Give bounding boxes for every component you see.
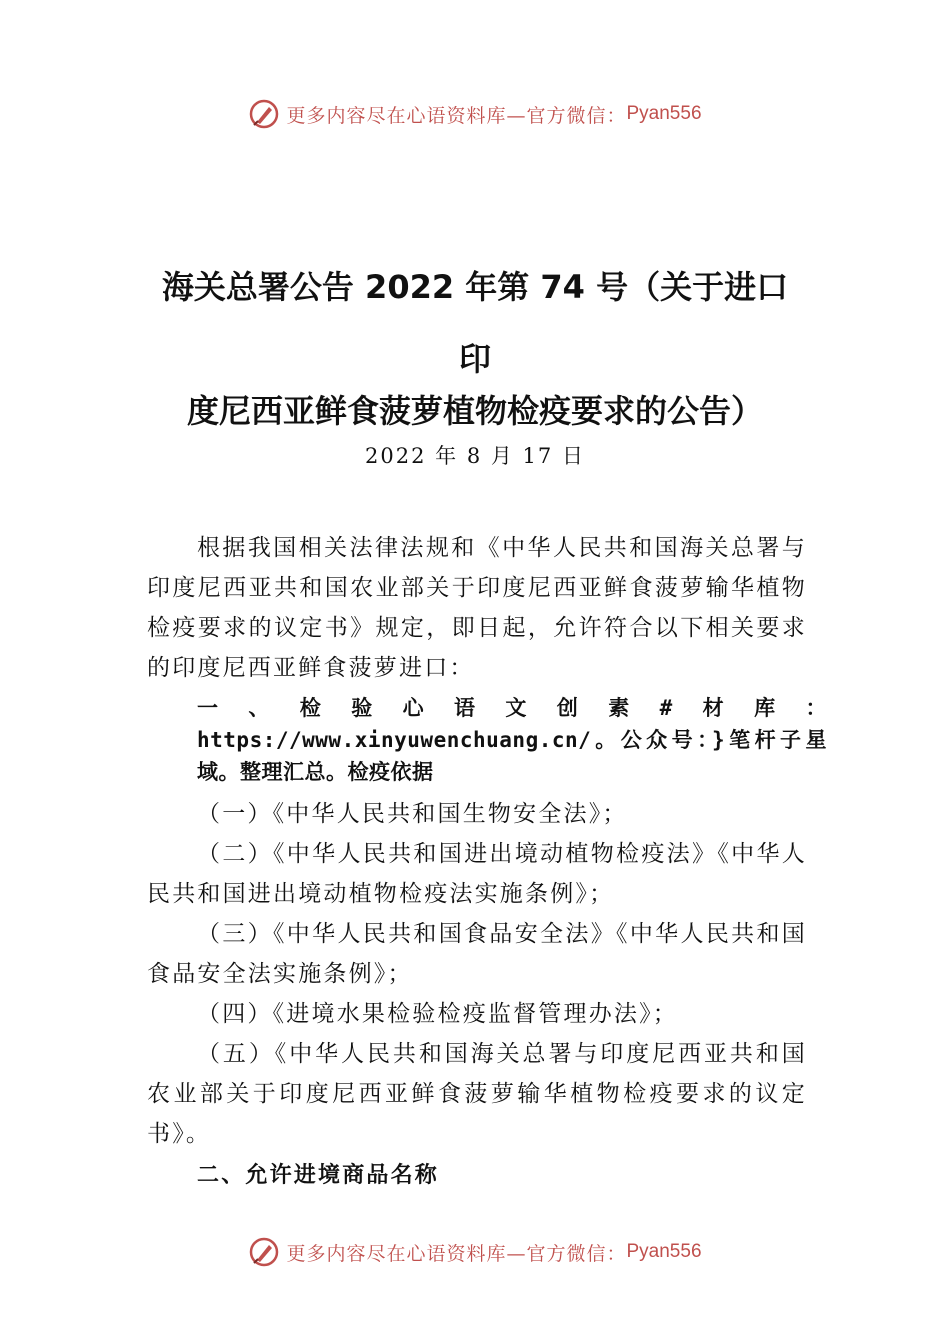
intro-paragraph: 根据我国相关法律法规和《中华人民共和国海关总署与印度尼西亚共和国农业部关于印度尼西亚鲜食菠萝输华植物检疫要求的议定书》规定，即日起，允许符合以下相关要求的印度尼西亚鲜食菠萝进口： xyxy=(147,535,807,681)
document-title-line-3: 度尼西亚鲜食菠萝植物检疫要求的公告） xyxy=(186,392,763,430)
list-item: （三）《中华人民共和国食品安全法》《中华人民共和国食品安全法实施条例》； xyxy=(147,921,807,987)
header-watermark xyxy=(0,94,950,134)
watermark-handle: Pyan556 xyxy=(626,1241,702,1262)
footer-watermark xyxy=(0,1232,950,1272)
document-title-line-1: 海关总署公告 2022 年第 74 号（关于进口 xyxy=(161,268,789,306)
list-item: （一）《中华人民共和国生物安全法》； xyxy=(197,801,628,827)
list-item: （二）《中华人民共和国进出境动植物检疫法》《中华人民共和国进出境动植物检疫法实施条例》； xyxy=(147,841,807,907)
watermark-handle: Pyan556 xyxy=(626,103,702,124)
list-item: （四）《进境水果检验检疫监督管理办法》； xyxy=(197,1001,678,1027)
document-date: 2022 年 8 月 17 日 xyxy=(365,444,585,468)
section-2-heading: 二、允许进境商品名称 xyxy=(197,1163,440,1188)
list-item: （五）《中华人民共和国海关总署与印度尼西亚共和国农业部关于印度尼西亚鲜食菠萝输华植物检疫要求的议定书》。 xyxy=(147,1041,807,1147)
pen-logo-icon xyxy=(248,1236,280,1268)
watermark-text: 更多内容尽在心语资料库—官方微信： xyxy=(286,1242,627,1265)
pen-logo-icon xyxy=(248,98,280,130)
document-body xyxy=(147,528,827,1196)
section-1-heading: 一、检验心语文创素#材库：https://www.xinyuwenchuang.cn/。公众号：}笔杆子星域。整理汇总。检疫依据 xyxy=(197,696,827,784)
watermark-text: 更多内容尽在心语资料库—官方微信： xyxy=(286,104,627,127)
document-title-line-2: 印 xyxy=(458,340,491,378)
